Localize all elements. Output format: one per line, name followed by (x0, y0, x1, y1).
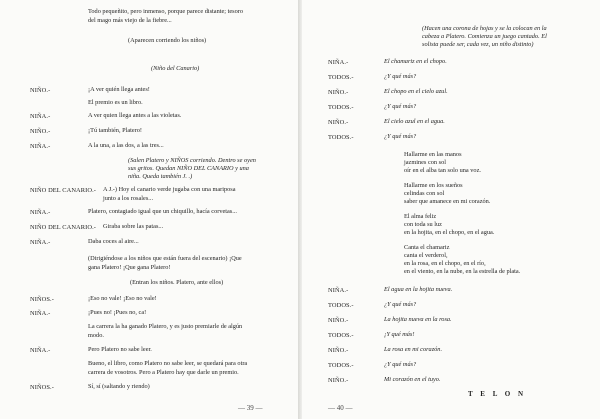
curtain-heading: T E L O N (468, 390, 526, 398)
speaker-label: NIÑO DEL CANARIO.- (30, 187, 96, 194)
speaker-label: NIÑA.- (328, 59, 349, 66)
dialogue-line: modo. (88, 332, 104, 339)
song-verse-line: jazmines con sol (404, 159, 446, 166)
song-verse-line: El alma feliz (404, 213, 437, 220)
dialogue-line: ¡Tú también, Platero! (88, 127, 143, 134)
stage-direction: niña. Queda también J. .) (128, 173, 193, 180)
dialogue-line: La hojita nueva en la rosa. (384, 316, 452, 323)
dialogue-line: ¿Y qué más? (384, 103, 417, 110)
stage-direction: (Salen Platero y NIÑOS corriendo. Dentro se oyen (128, 157, 256, 164)
speaker-label: NIÑO.- (328, 317, 349, 324)
song-verse-line: en el viento, en la nube, en la estrella de plata. (404, 268, 521, 275)
dialogue-line: carrera de vosotros. Pero a Platero hay que darle un premio. (88, 369, 239, 376)
intro-line: del mago más viejo de la fiebre... (88, 17, 172, 24)
song-verse-line: celindas con sol (404, 190, 445, 197)
speaker-label: NIÑA.- (30, 347, 51, 354)
speaker-label: TODOS.- (328, 332, 354, 339)
speaker-label: NIÑO.- (328, 347, 349, 354)
speaker-label: NIÑO.- (328, 119, 349, 126)
dialogue-line: A J.-) Hoy el canario verde jugaba con una mariposa (103, 186, 236, 193)
stage-direction: cabeza a Platero. Comienza un juego cantado. El (422, 33, 547, 40)
dialogue-line: Bueno, el libro, como Platero no sabe leer, se quedará para otra (88, 360, 248, 367)
dialogue-line: Pero Platero no sabe leer. (88, 346, 152, 353)
dialogue-line: ¡Y qué más! (384, 331, 415, 338)
page-number: — 40 — (328, 404, 353, 412)
speaker-label: NIÑA.- (30, 113, 51, 120)
song-verse-line: Hallarme en las manos (404, 151, 462, 158)
speaker-label: TODOS.- (328, 362, 354, 369)
song-verse-line: en la rosa, en el chopo, en el río, (404, 260, 486, 267)
dialogue-line: El cielo azul en el agua. (384, 118, 445, 125)
speaker-label: NIÑO.- (328, 89, 349, 96)
dialogue-line: junto a los rosales... (103, 195, 154, 202)
dialogue-line: ¿Y qué más? (384, 361, 417, 368)
right-page (302, 0, 600, 419)
stage-direction: gana Platero! ¡Que gana Platero! (88, 264, 171, 271)
dialogue-line: ¿Y qué más? (384, 301, 417, 308)
speaker-label: NIÑO DEL CANARIO.- (30, 224, 96, 231)
speaker-label: NIÑO.- (30, 87, 51, 94)
dialogue-line: A la una, a las dos, a las tres... (88, 142, 164, 149)
song-verse-line: oír en el alba tan solo una voz. (404, 167, 481, 174)
speaker-label: TODOS.- (328, 302, 354, 309)
dialogue-line: Giraba sobre las patas... (103, 223, 164, 230)
dialogue-line: A ver quien llega antes a las violetas. (88, 112, 182, 119)
speaker-label: TODOS.- (328, 104, 354, 111)
speaker-label: TODOS.- (328, 74, 354, 81)
page-number: — 39 — (238, 404, 263, 412)
speaker-label: NIÑA.- (328, 287, 349, 294)
speaker-label: NIÑOS.- (30, 384, 54, 391)
intro-line: Todo pequeñito, pero inmenso, porque parece distante; tesoro (88, 8, 244, 15)
speaker-label: NIÑOS.- (30, 296, 54, 303)
stage-direction: sus gritos. Quedan NIÑO DEL CANARIO y una (128, 165, 249, 172)
scene-title: (Niño del Canario) (151, 65, 200, 72)
stage-direction: (Hacen una corona de hojas y se la colocan en la (422, 25, 547, 32)
dialogue-line: Sí, sí (saltando y riendo) (88, 383, 150, 390)
dialogue-line: La carrera la ha ganado Platero, y es justo premiarle de algún (88, 323, 243, 330)
dialogue-line: ¡Eso no vale! ¡Eso no vale! (88, 295, 157, 302)
dialogue-line: ¿Y qué más? (384, 73, 417, 80)
speaker-label: NIÑA.- (30, 239, 51, 246)
song-verse-line: Hallarme en los sueños (404, 182, 463, 189)
stage-direction: (Aparecen corriendo los niños) (128, 37, 207, 44)
dialogue-line: El chamariz en el chopo. (384, 58, 447, 65)
speaker-label: NIÑO.- (30, 128, 51, 135)
speaker-label: NIÑA.- (30, 143, 51, 150)
dialogue-line: ¿Y qué más? (384, 133, 417, 140)
stage-direction: (Dirigiéndose a los niños que están fuera del escenario) ¡Que (88, 255, 242, 262)
dialogue-line: ¡Pues no! ¡Pues no, ca! (88, 309, 147, 316)
dialogue-line: El chopo en el cielo azul. (384, 88, 448, 95)
dialogue-line: Mi corazón en el tuyo. (384, 376, 441, 383)
speaker-label: NIÑA.- (30, 209, 51, 216)
song-verse-line: canta el verderol, (404, 252, 448, 259)
speaker-label: TODOS.- (328, 134, 354, 141)
left-page (0, 0, 298, 419)
stage-direction: solista puede ser, cada vez, un niño distinto) (422, 41, 534, 48)
song-verse-line: saber que amanece en mi corazón. (404, 198, 491, 205)
song-verse-line: Canta el chamariz (404, 244, 450, 251)
dialogue-line: Platero, contagiado igual que un chiquillo, hacía corvetas... (88, 208, 237, 215)
dialogue-line: El premio es un libro. (88, 99, 143, 106)
dialogue-line: ¡A ver quién llega antes! (88, 86, 150, 93)
speaker-label: NIÑA.- (30, 310, 51, 317)
dialogue-line: La rosa en mi corazón. (384, 346, 443, 353)
dialogue-line: El agua en la hojita nueva. (384, 286, 453, 293)
song-verse-line: en la hojita, en el chopo, en el agua. (404, 229, 495, 236)
dialogue-line: Daba coces al aire... (88, 238, 139, 245)
speaker-label: NIÑO.- (328, 377, 349, 384)
stage-direction: (Entran los niños. Platero, ante ellos) (130, 279, 224, 286)
song-verse-line: con toda su luz (404, 221, 442, 228)
